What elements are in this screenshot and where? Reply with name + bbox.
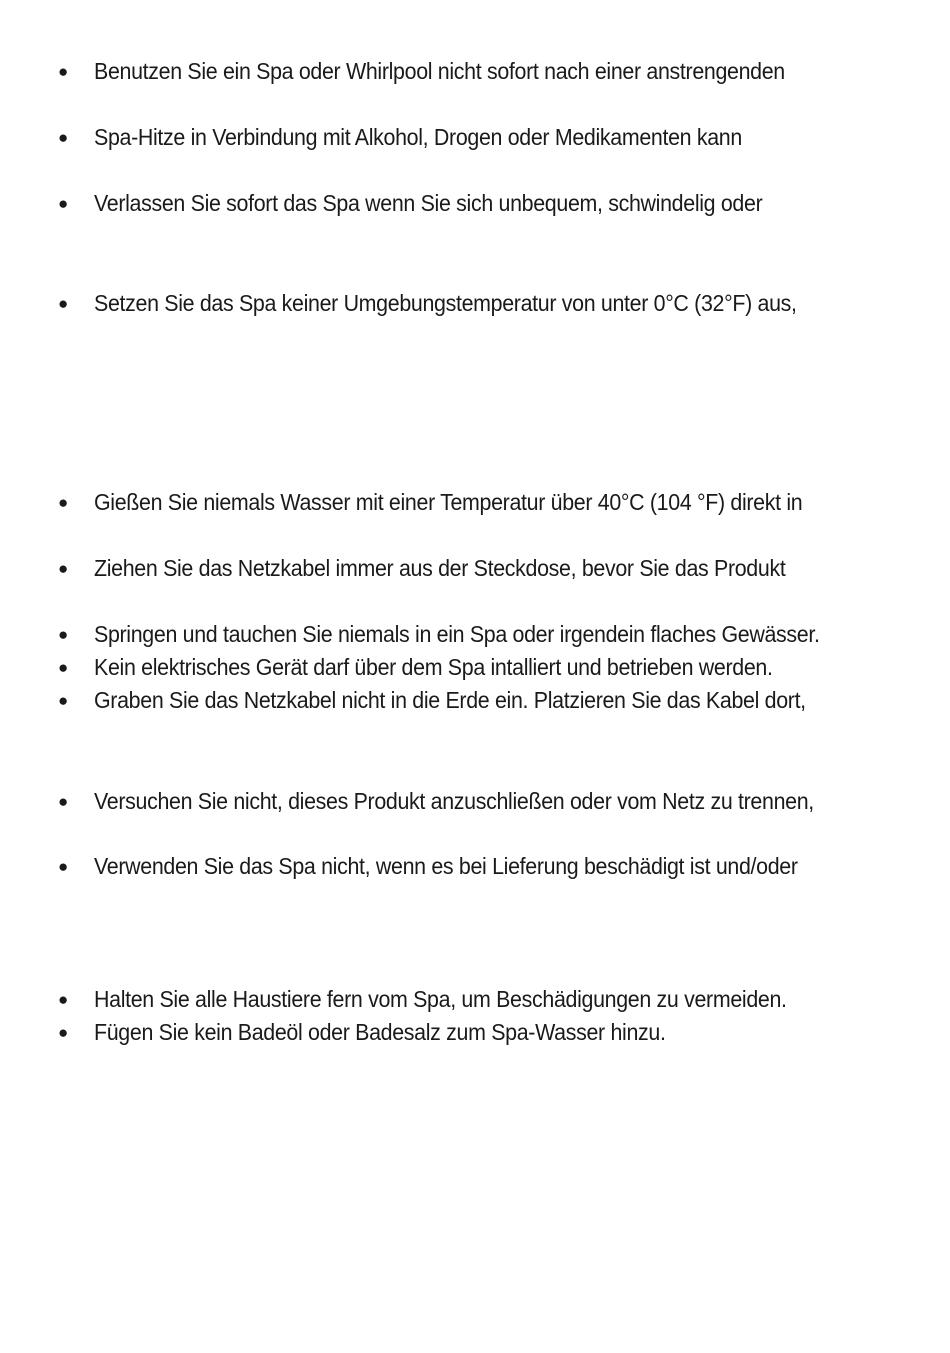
list-item-text: Kein elektrisches Gerät darf über dem Spa intalliert und betrieben werden. <box>94 653 773 680</box>
list-item <box>58 186 918 220</box>
list-item <box>58 982 918 1016</box>
list-item <box>58 286 918 320</box>
list-item <box>58 120 918 154</box>
list-item-text: Versuchen Sie nicht, dieses Produkt anzuschließen oder vom Netz zu trennen, <box>94 787 814 814</box>
list-item-text: Springen und tauchen Sie niemals in ein Spa oder irgendein flaches Gewässer. <box>94 620 820 647</box>
list-item <box>58 784 918 818</box>
bullet-icon: ● <box>58 624 69 644</box>
list-item <box>58 683 918 717</box>
list-item <box>58 1015 918 1049</box>
bullet-icon: ● <box>58 856 69 876</box>
list-item <box>58 54 918 88</box>
list-item <box>58 485 918 519</box>
list-item <box>58 650 918 684</box>
list-item-text: Ziehen Sie das Netzkabel immer aus der Steckdose, bevor Sie das Produkt <box>94 554 786 581</box>
list-item-text: Gießen Sie niemals Wasser mit einer Temperatur über 40°C (104 °F) direkt in <box>94 488 803 515</box>
list-item <box>58 617 918 651</box>
list-item-text: Spa-Hitze in Verbindung mit Alkohol, Drogen oder Medikamenten kann <box>94 123 742 150</box>
bullet-icon: ● <box>58 61 69 81</box>
bullet-icon: ● <box>58 657 69 677</box>
bullet-icon: ● <box>58 989 69 1009</box>
bullet-icon: ● <box>58 193 69 213</box>
list-item-text: Setzen Sie das Spa keiner Umgebungstemperatur von unter 0°C (32°F) aus, <box>94 289 797 316</box>
list-item-text: Verlassen Sie sofort das Spa wenn Sie sich unbequem, schwindelig oder <box>94 189 763 216</box>
list-item <box>58 849 918 883</box>
bullet-icon: ● <box>58 127 69 147</box>
bullet-icon: ● <box>58 492 69 512</box>
bullet-icon: ● <box>58 791 69 811</box>
list-item-text: Halten Sie alle Haustiere fern vom Spa, um Beschädigungen zu vermeiden. <box>94 985 787 1012</box>
list-item <box>58 551 918 585</box>
list-item-text: Graben Sie das Netzkabel nicht in die Erde ein. Platzieren Sie das Kabel dort, <box>94 686 806 713</box>
bullet-icon: ● <box>58 1022 69 1042</box>
bullet-icon: ● <box>58 558 69 578</box>
bullet-icon: ● <box>58 690 69 710</box>
list-item-text: Verwenden Sie das Spa nicht, wenn es bei Lieferung beschädigt ist und/oder <box>94 852 798 879</box>
list-item-text: Benutzen Sie ein Spa oder Whirlpool nicht sofort nach einer anstrengenden <box>94 57 785 84</box>
list-item-text: Fügen Sie kein Badeöl oder Badesalz zum Spa-Wasser hinzu. <box>94 1018 666 1045</box>
bullet-icon: ● <box>58 293 69 313</box>
